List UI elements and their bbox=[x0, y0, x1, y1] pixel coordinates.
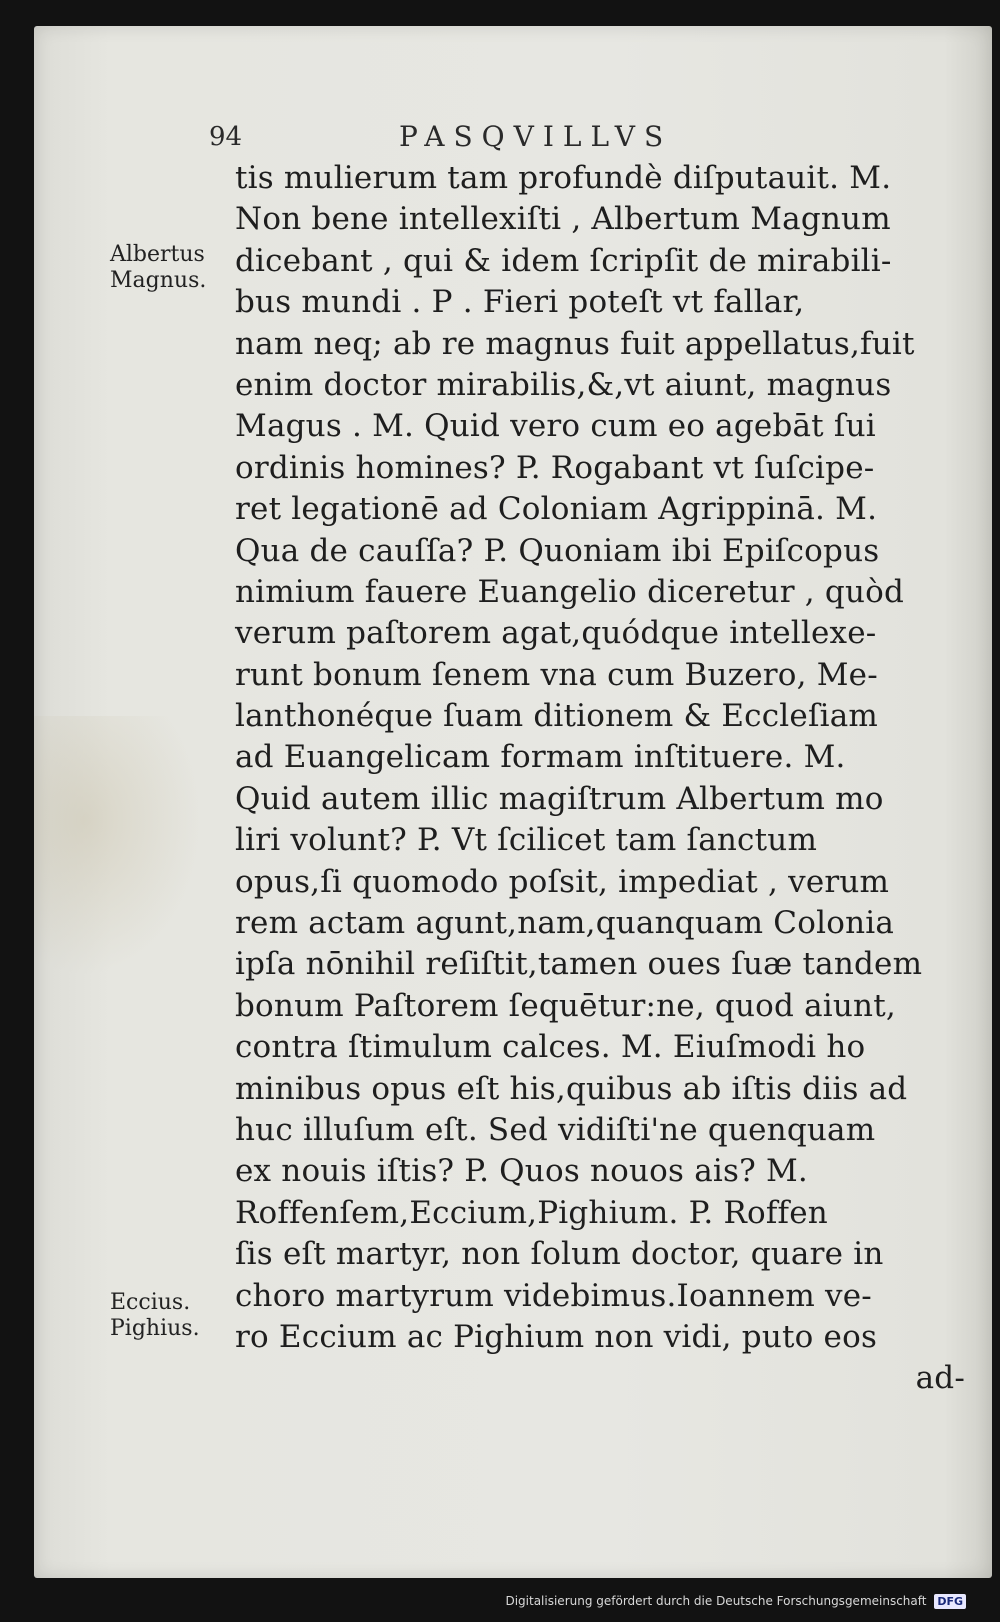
text-line: ad Euangelicam formam inſtituere. M. bbox=[235, 739, 846, 776]
text-line: runt bonum ſenem vna cum Buzero, Me- bbox=[235, 656, 878, 693]
text-line: choro martyrum videbimus.Ioannem ve- bbox=[235, 1277, 872, 1314]
text-line: ipſa nōnihil reſiſtit,tamen oues ſuæ tandem bbox=[235, 946, 923, 983]
credit-text: Digitalisierung gefördert durch die Deutsche Forschungsgemeinschaft bbox=[505, 1594, 927, 1608]
text-line: bonum Paſtorem ſequētur:ne, quod aiunt, bbox=[235, 987, 896, 1024]
marginal-note-line: Pighius. bbox=[110, 1316, 200, 1341]
text-line: Quid autem illic magiſtrum Albertum mo bbox=[235, 780, 884, 817]
text-line: ro Eccium ac Pighium non vidi, puto eos bbox=[235, 1318, 878, 1355]
text-line: ordinis homines? P. Rogabant vt ſuſcipe- bbox=[235, 449, 875, 486]
marginal-note-line: Albertus bbox=[110, 242, 205, 267]
text-line: Roffenſem,Eccium,Pighium. P. Roffen bbox=[235, 1194, 828, 1231]
text-line: dicebant , qui & idem ſcripſit de mirabili- bbox=[235, 242, 892, 279]
body-text bbox=[235, 158, 965, 1400]
text-line: opus,ſi quomodo poſsit, impediat , verum bbox=[235, 863, 890, 900]
text-line: nimium fauere Euangelio diceretur , quòd bbox=[235, 573, 905, 610]
running-head: PASQVILLVS bbox=[399, 120, 673, 153]
text-line: tis mulierum tam profundè diſputauit. M. bbox=[235, 160, 892, 196]
text-line: Non bene intellexiſti , Albertum Magnum bbox=[235, 201, 891, 238]
text-line: ſis eſt martyr, non ſolum doctor, quare in bbox=[235, 1236, 884, 1273]
text-line: verum paſtorem agat,quódque intellexe- bbox=[235, 615, 877, 652]
marginal-note-albertus bbox=[110, 242, 206, 294]
text-line: enim doctor mirabilis,&,vt aiunt, magnus bbox=[235, 366, 892, 403]
marginal-note-eccius bbox=[110, 1290, 200, 1342]
text-line: bus mundi . P . Fieri poteſt vt fallar, bbox=[235, 284, 805, 321]
text-line: Magus . M. Quid vero cum eo agebāt ſui bbox=[235, 408, 876, 445]
book-page bbox=[34, 26, 992, 1578]
text-line: rem actam agunt,nam,quanquam Colonia bbox=[235, 905, 895, 942]
folio-number: 94 bbox=[209, 122, 243, 152]
text-line: huc illuſum eſt. Sed vidiſti'ne quenquam bbox=[235, 1111, 876, 1148]
text-line: ex nouis iſtis? P. Quos nouos ais? M. bbox=[235, 1153, 808, 1190]
dfg-logo-icon: DFG bbox=[934, 1594, 966, 1609]
digitization-credit bbox=[505, 1594, 966, 1609]
text-line: liri volunt? P. Vt ſcilicet tam ſanctum bbox=[235, 822, 818, 859]
text-line: Qua de cauſſa? P. Quoniam ibi Epiſcopus bbox=[235, 532, 880, 569]
marginal-note-line: Magnus. bbox=[110, 268, 207, 293]
catchword: ad- bbox=[915, 1360, 965, 1397]
text-line: lanthonéque ſuam ditionem & Eccleſiam bbox=[235, 698, 879, 735]
text-line: minibus opus eſt his,quibus ab iſtis diis ad bbox=[235, 1070, 908, 1107]
paper-stain bbox=[34, 716, 204, 976]
text-line: nam neq; ab re magnus fuit appellatus,fuit bbox=[235, 325, 915, 362]
marginal-note-line: Eccius. bbox=[110, 1290, 191, 1315]
text-line: ret legationē ad Coloniam Agrippinā. M. bbox=[235, 491, 878, 528]
text-line: contra ſtimulum calces. M. Eiuſmodi ho bbox=[235, 1029, 866, 1066]
page-header bbox=[34, 118, 992, 162]
